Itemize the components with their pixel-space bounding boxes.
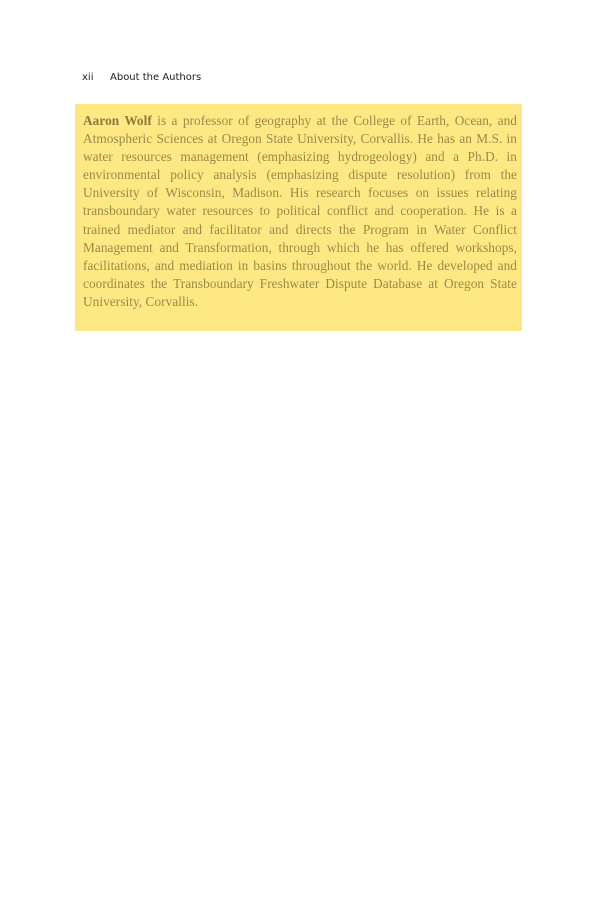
section-title: About the Authors	[110, 72, 202, 83]
author-name: Aaron Wolf	[83, 113, 152, 128]
author-bio-text: is a professor of geography at the College of Earth, Ocean, and Atmospheric Sciences at Oregon State University, Corvallis. He has an M.S. in water resources management (emphasizing hydrogeology) and a Ph.D. in environmental policy analysis (emphasizing dispute resolution) from the University of Wisconsin, Madison. His research focuses on issues relating transboundary water resources to political conflict and cooperation. He is a trained mediator and facilitator and directs the Program in Water Conflict Management and Transformation, through which he has offered workshops, facilitations, and mediation in basins throughout the world. He developed and coordinates the Transboundary Freshwater Dispute Database at Oregon State University, Corvallis.	[83, 113, 517, 309]
page-number: xii	[82, 72, 94, 83]
author-bio	[75, 104, 522, 331]
running-head	[82, 72, 201, 83]
